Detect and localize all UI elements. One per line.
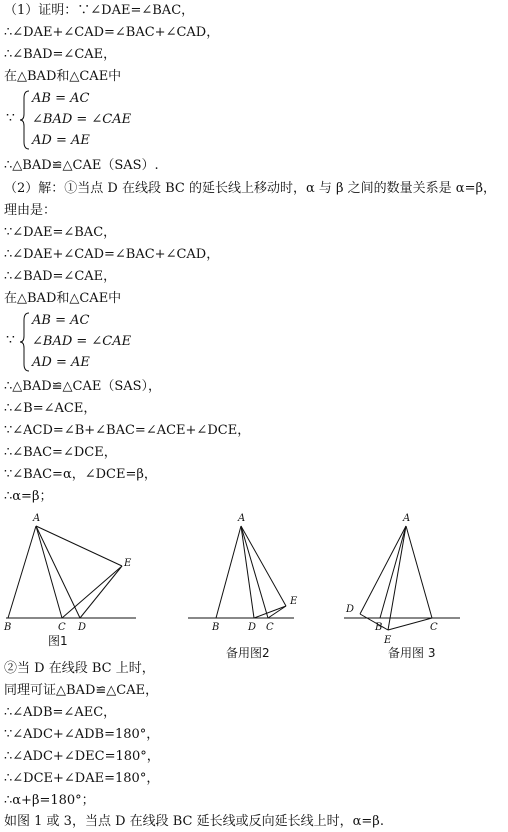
left-brace-icon (19, 312, 31, 372)
fig1-label-a: A (33, 513, 41, 524)
fig1-segment-ce (62, 566, 122, 618)
part2-equation-system (4, 312, 132, 372)
fig2-label-e: E (290, 596, 298, 607)
fig2-segment-ad (241, 526, 254, 618)
part1-equation-system (4, 90, 132, 150)
part2-after-line-4: ∴∠BAC=∠DCE， (4, 445, 117, 460)
fig3-caption: 备用图 3 (388, 646, 436, 660)
part2-line-5: ∴∠BAD=∠CAE， (4, 269, 117, 284)
part2-after-line-3: ∵∠ACD=∠B+∠BAC=∠ACE+∠DCE， (4, 423, 251, 438)
system-equation-1: AB = AC (32, 91, 90, 106)
part3-line-3: ∴∠ADB=∠AEC， (4, 705, 117, 720)
system-equation-2: ∠BAD = ∠CAE (32, 334, 132, 349)
part2-after-line-6: ∴α=β； (4, 489, 53, 504)
part1-line-2: ∴∠DAE+∠CAD=∠BAC+∠CAD， (4, 25, 220, 40)
part1-line-1: （1）证明：∵∠DAE=∠BAC， (4, 3, 195, 18)
part2-line-6: 在△BAD和△CAE中 (4, 291, 122, 306)
fig2-label-a: A (238, 513, 246, 524)
figure-2 (186, 510, 306, 633)
fig3-segment-de (360, 614, 388, 630)
fig3-label-c: C (430, 622, 438, 633)
fig2-label-d: D (248, 622, 257, 633)
fig3-segment-ac (406, 526, 432, 618)
fig1-segment-de (80, 566, 122, 618)
figure-3 (342, 510, 466, 646)
fig1-segment-ae (36, 526, 122, 566)
part3-line-6: ∴∠DCE+∠DAE=180°， (4, 771, 160, 786)
part2-line-2: 理由是： (4, 203, 57, 218)
part2-after-line-2: ∴∠B=∠ACE， (4, 401, 97, 416)
figure-1 (0, 510, 140, 633)
left-brace-icon (19, 90, 31, 150)
system-equation-1: AB = AC (32, 313, 90, 328)
fig3-segment-ce (388, 618, 432, 630)
part2-after-line-5: ∵∠BAC=α，∠DCE=β， (4, 467, 157, 482)
system-equation-3: AD = AE (32, 355, 90, 370)
fig2-segment-ab (216, 526, 241, 618)
fig1-segment-ab (8, 526, 36, 618)
fig1-caption: 图1 (48, 634, 68, 648)
fig3-segment-ab (380, 526, 406, 618)
part3-line-1: ②当 D 在线段 BC 上时， (4, 661, 155, 676)
fig3-label-b: B (375, 622, 383, 633)
fig2-label-c: C (266, 622, 274, 633)
part1-conclusion: ∴△BAD≌△CAE（SAS）. (4, 158, 159, 173)
fig1-label-b: B (4, 622, 12, 633)
because-symbol: ∵ (6, 332, 15, 348)
part3-line-5: ∴∠ADC+∠DEC=180°， (4, 749, 160, 764)
fig1-label-d: D (78, 622, 87, 633)
system-equation-2: ∠BAD = ∠CAE (32, 112, 132, 127)
fig3-label-e: E (384, 635, 392, 646)
fig2-label-b: B (212, 622, 220, 633)
part2-line-3: ∵∠DAE=∠BAC， (4, 225, 117, 240)
part2-line-1: （2）解：①当点 D 在线段 BC 的延长线上移动时，α 与 β 之间的数量关系是 α=β， (4, 181, 496, 196)
part2-line-4: ∴∠DAE+∠CAD=∠BAC+∠CAD， (4, 247, 220, 262)
fig1-label-c: C (58, 622, 66, 633)
fig3-segment-ad (360, 526, 406, 614)
part1-line-4: 在△BAD和△CAE中 (4, 69, 122, 84)
because-symbol: ∵ (6, 110, 15, 126)
system-equation-3: AD = AE (32, 133, 90, 148)
part3-line-8: 如图 1 或 3，当点 D 在线段 BC 延长线或反向延长线上时，α=β. (4, 814, 384, 829)
fig2-segment-ac (241, 526, 268, 618)
part3-line-7: ∴α+β=180°； (4, 793, 95, 808)
part3-line-4: ∵∠ADC+∠ADB=180°， (4, 727, 160, 742)
part2-after-line-1: ∴△BAD≌△CAE（SAS）， (4, 379, 162, 394)
fig1-label-e: E (124, 558, 132, 569)
fig2-segment-ae (241, 526, 286, 606)
fig3-segment-ae (388, 526, 406, 630)
fig2-caption: 备用图2 (226, 646, 270, 660)
part3-line-2: 同理可证△BAD≌△CAE， (4, 683, 159, 698)
fig3-label-a: A (403, 513, 411, 524)
fig3-label-d: D (346, 604, 355, 615)
part1-line-3: ∴∠BAD=∠CAE， (4, 47, 117, 62)
